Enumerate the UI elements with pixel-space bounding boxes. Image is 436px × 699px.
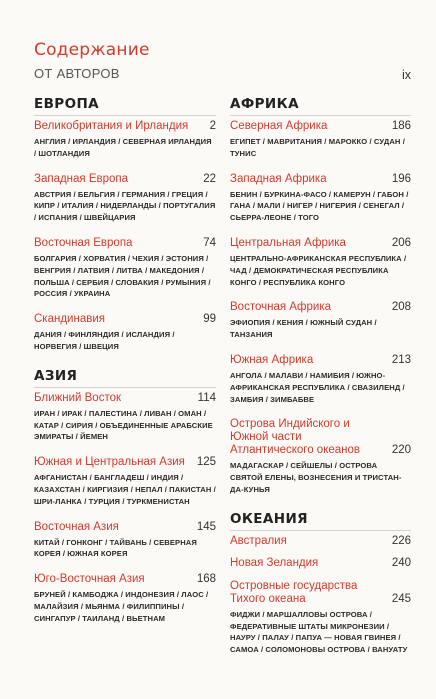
section-header xyxy=(230,301,411,314)
section-page-number: 196 xyxy=(391,172,411,185)
section-page-number: 245 xyxy=(391,592,411,605)
section-title: Новая Зеландия xyxy=(230,556,319,569)
toc-section[interactable] xyxy=(34,573,216,624)
section-page-number: 145 xyxy=(196,520,216,533)
section-title: Восточная Европа xyxy=(34,236,133,249)
section-title: Юго-Восточная Азия xyxy=(34,573,145,586)
section-country-list: ЦЕНТРАЛЬНО-АФРИКАНСКАЯ РЕСПУБЛИКА / ЧАД / ДЕМОКРАТИЧЕСКАЯ РЕСПУБЛИКА КОНГО / РЕСПУБЛИКА КОНГО xyxy=(230,253,407,287)
toc-section[interactable] xyxy=(230,557,411,570)
section-title: Ближний Восток xyxy=(34,391,122,404)
section-country-list: АФГАНИСТАН / БАНГЛАДЕШ / ИНДИЯ / КАЗАХСТАН / КИРГИЗИЯ / НЕПАЛ / ПАКИСТАН / ШРИ-ЛАНКА / ТУРЦИЯ / ТУРКМЕНИСТАН xyxy=(34,473,216,506)
section-title: Острова Индийского и Южной части Атлантического океанов xyxy=(230,418,361,457)
section-page-number: 208 xyxy=(391,301,411,314)
section-header xyxy=(230,535,411,548)
section-header xyxy=(34,392,216,405)
section-title: Центральная Африка xyxy=(230,236,346,249)
section-country-list: БРУНЕЙ / КАМБОДЖА / ИНДОНЕЗИЯ / ЛАОС / МАЛАЙЗИЯ / МЬЯНМА / ФИЛИППИНЫ / СИНГАПУР / ТАИЛАНД / ВЬЕТНАМ xyxy=(34,590,209,623)
toc-section[interactable] xyxy=(230,237,411,288)
section-header xyxy=(230,557,411,570)
section-country-list: ДАНИЯ / ФИНЛЯНДИЯ / ИСЛАНДИЯ / НОРВЕГИЯ / ШВЕЦИЯ xyxy=(34,330,175,351)
section-title: Островные государства Тихого океана xyxy=(230,579,358,605)
toc-section[interactable] xyxy=(230,354,411,405)
section-page-number: 74 xyxy=(203,236,216,249)
toc-section[interactable] xyxy=(230,173,411,224)
section-page-number: 206 xyxy=(391,236,411,249)
toc-section[interactable] xyxy=(34,237,216,300)
toc-section[interactable] xyxy=(34,120,216,160)
toc-section[interactable] xyxy=(34,392,216,443)
section-country-list: КИТАЙ / ГОНКОНГ / ТАЙВАНЬ / СЕВЕРНАЯ КОРЕЯ / ЮЖНАЯ КОРЕЯ xyxy=(34,537,197,559)
section-header xyxy=(230,354,411,367)
region-heading-asia: АЗИЯ xyxy=(34,368,216,388)
section-page-number: 2 xyxy=(209,120,216,132)
toc-column-left xyxy=(34,96,216,625)
section-page-number: 240 xyxy=(391,556,411,569)
section-title: Западная Европа xyxy=(34,172,129,185)
section-header xyxy=(34,456,216,469)
section-country-list: АВСТРИЯ / БЕЛЬГИЯ / ГЕРМАНИЯ / ГРЕЦИЯ / КИПР / ИТАЛИЯ / НИДЕРЛАНДЫ / ПОРТУГАЛИЯ / ИСПАНИЯ / ШВЕЙЦАРИЯ xyxy=(34,189,216,223)
section-country-list: БОЛГАРИЯ / ХОРВАТИЯ / ЧЕХИЯ / ЭСТОНИЯ / ВЕНГРИЯ / ЛАТВИЯ / ЛИТВА / МАКЕДОНИЯ / ПОЛЬША / СЕРБИЯ / СЛОВАКИЯ / РУМЫНИЯ / РОССИЯ / УКРАИНА xyxy=(34,253,211,299)
section-page-number: 125 xyxy=(196,456,216,469)
intro-entry-label[interactable]: ОТ АВТОРОВ xyxy=(34,66,120,81)
toc-section[interactable] xyxy=(230,580,411,656)
section-title: Восточная Азия xyxy=(34,520,119,533)
section-country-list: ЕГИПЕТ / МАВРИТАНИЯ / МАРОККО / СУДАН / ТУНИС xyxy=(230,137,405,158)
toc-section[interactable] xyxy=(230,535,411,548)
section-country-list: ФИДЖИ / МАРШАЛЛОВЫ ОСТРОВА / ФЕДЕРАТИВНЫЕ ШТАТЫ МИКРОНЕЗИИ / НАУРУ / ПАЛАУ / ПАПУА — НОВАЯ ГВИНЕЯ / САМОА / СОЛОМОНОВЫ ОСТРОВА / ВАНУАТУ xyxy=(230,609,408,655)
toc-section[interactable] xyxy=(34,313,216,353)
section-header xyxy=(230,580,411,606)
section-header xyxy=(34,120,216,133)
toc-section[interactable] xyxy=(34,521,216,561)
section-title: Восточная Африка xyxy=(230,301,332,314)
section-header xyxy=(34,313,216,326)
section-page-number: 22 xyxy=(203,172,216,185)
section-page-number: 186 xyxy=(391,120,411,132)
section-country-list: АНГОЛА / МАЛАВИ / НАМИБИЯ / ЮЖНО-АФРИКАНСКАЯ РЕСПУБЛИКА / СВАЗИЛЕНД / ЗАМБИЯ / ЗИМБАБВЕ xyxy=(230,370,405,404)
section-page-number: 213 xyxy=(391,353,411,366)
section-page-number: 220 xyxy=(391,444,411,457)
section-header xyxy=(230,237,411,250)
section-header xyxy=(230,418,411,457)
section-country-list: БЕНИН / БУРКИНА-ФАСО / КАМЕРУН / ГАБОН / ГАНА / МАЛИ / НИГЕР / НИГЕРИЯ / СЕНЕГАЛ / СЬЕРРА-ЛЕОНЕ / ТОГО xyxy=(230,189,409,223)
section-country-list: АНГЛИЯ / ИРЛАНДИЯ / СЕВЕРНАЯ ИРЛАНДИЯ / ШОТЛАНДИЯ xyxy=(34,137,212,158)
section-header xyxy=(34,573,216,586)
section-title: Великобритания и Ирландия xyxy=(34,120,189,132)
toc-section[interactable] xyxy=(230,301,411,341)
section-title: Западная Африка xyxy=(230,172,327,185)
page-title: Содержание xyxy=(34,40,150,60)
section-header xyxy=(230,120,411,133)
toc-section[interactable] xyxy=(34,173,216,224)
region-heading-europe: ЕВРОПА xyxy=(34,96,216,116)
region-heading-oceania: ОКЕАНИЯ xyxy=(230,511,411,531)
section-title: Австралия xyxy=(230,534,287,547)
section-title: Северная Африка xyxy=(230,120,328,132)
toc-section[interactable] xyxy=(230,120,411,160)
section-country-list: ИРАН / ИРАК / ПАЛЕСТИНА / ЛИВАН / ОМАН / КАТАР / СИРИЯ / ОБЪЕДИНЕННЫЕ АРАБСКИЕ ЭМИРАТЫ / ЙЕМЕН xyxy=(34,408,213,442)
section-page-number: 168 xyxy=(196,573,216,586)
region-heading-africa: АФРИКА xyxy=(230,96,411,116)
section-header xyxy=(34,521,216,534)
section-header xyxy=(230,173,411,186)
section-title: Скандинавия xyxy=(34,313,105,326)
intro-entry-page: ix xyxy=(401,68,411,82)
toc-column-right xyxy=(230,96,411,656)
section-title: Южная и Центральная Азия xyxy=(34,456,185,469)
section-header xyxy=(34,237,216,250)
section-page-number: 114 xyxy=(197,391,216,404)
section-page-number: 226 xyxy=(391,534,411,547)
section-page-number: 99 xyxy=(203,313,216,326)
section-country-list: МАДАГАСКАР / СЕЙШЕЛЫ / ОСТРОВА СВЯТОЙ ЕЛЕНЫ, ВОЗНЕСЕНИЯ И ТРИСТАН-ДА-КУНЬЯ xyxy=(230,461,402,494)
section-title: Южная Африка xyxy=(230,353,314,366)
section-country-list: ЭФИОПИЯ / КЕНИЯ / ЮЖНЫЙ СУДАН / ТАНЗАНИЯ xyxy=(230,318,377,340)
section-header xyxy=(34,173,216,186)
toc-section[interactable] xyxy=(230,418,411,495)
toc-section[interactable] xyxy=(34,456,216,507)
